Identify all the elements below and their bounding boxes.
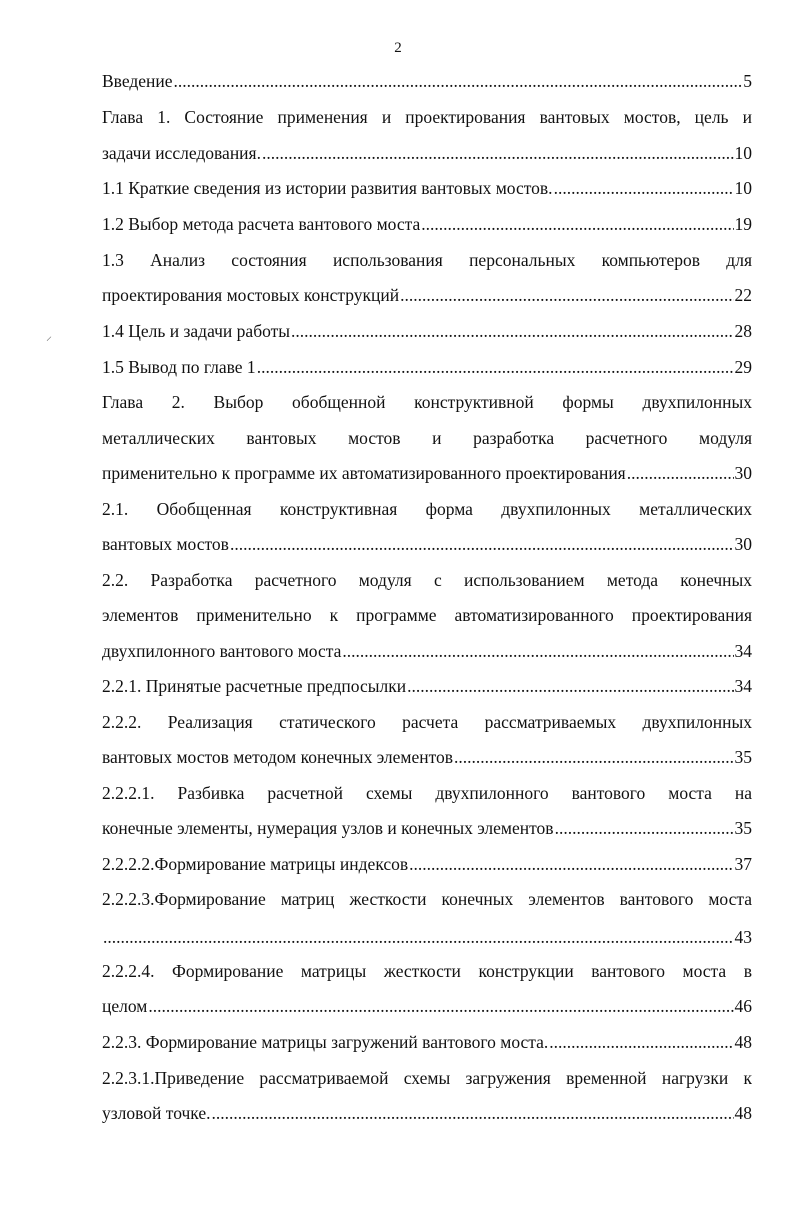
toc-entry-title: Введение [102, 71, 173, 91]
toc-entry-page: 30 [734, 463, 752, 483]
toc-entry-title: целом [102, 996, 148, 1016]
toc-entry-heading: Глава 2. Выбор обобщенной конструктивной формы двухпилонных [102, 392, 752, 412]
toc-entry [102, 851, 752, 877]
margin-mark: ⸝ [46, 329, 53, 343]
toc-entry-page: 34 [734, 676, 752, 696]
toc-entry-title: двухпилонного вантового моста [102, 641, 342, 661]
toc-entry-title: узловой точке. [102, 1103, 211, 1123]
toc-entry-heading: 2.2.2.3.Формирование матриц жесткости конечных элементов вантового моста [102, 889, 752, 909]
toc-entry-page: 35 [734, 747, 752, 767]
toc-entry [102, 531, 752, 557]
toc-entry-title: 2.2.2.2.Формирование матрицы индексов [102, 854, 409, 874]
toc-entry-heading: 1.3 Анализ состояния использования персональных компьютеров для [102, 250, 752, 270]
page-number: 2 [394, 40, 402, 56]
toc-entry-page: 48 [734, 1032, 752, 1052]
toc-entry-page: 35 [734, 818, 752, 838]
toc-entry [102, 354, 752, 380]
toc-entry-page: 5 [743, 71, 752, 91]
toc-entry [102, 744, 752, 770]
toc-entry [102, 282, 752, 308]
toc-entry-page: 10 [734, 143, 752, 163]
toc-entry [102, 1100, 752, 1126]
toc-entry-page: 46 [734, 996, 752, 1016]
toc-entry [102, 638, 752, 664]
toc-entry-title: 1.4 Цель и задачи работы [102, 321, 291, 341]
toc-entry [102, 815, 752, 841]
toc-entry-title: 2.2.3. Формирование матрицы загружений вантового моста. [102, 1032, 549, 1052]
toc-entry-page: 28 [734, 321, 752, 341]
toc-entry-page: 29 [734, 357, 752, 377]
toc-entry [102, 68, 752, 94]
toc-entry-heading: 2.2.3.1.Приведение рассматриваемой схемы загружения временной нагрузки к [102, 1068, 752, 1088]
toc-entry-title: 2.2.1. Принятые расчетные предпосылки [102, 676, 407, 696]
toc-entry-heading: 2.2.2.1. Разбивка расчетной схемы двухпилонного вантового моста на [102, 783, 752, 803]
toc-entry-title: вантовых мостов [102, 534, 229, 554]
toc-entry [102, 318, 752, 344]
toc-entry [102, 175, 752, 201]
toc-entry-heading: элементов применительно к программе автоматизированного проектирования [102, 605, 752, 625]
toc-entry-heading: 2.2.2. Реализация статического расчета рассматриваемых двухпилонных [102, 712, 752, 732]
toc-entry [102, 140, 752, 166]
toc-entry-heading: Глава 1. Состояние применения и проектирования вантовых мостов, цель и [102, 107, 752, 127]
toc-entry-title: 1.1 Краткие сведения из истории развития вантовых мостов. [102, 178, 553, 198]
toc-entry-page: 19 [734, 214, 752, 234]
toc-entry-title: проектирования мостовых конструкций [102, 285, 400, 305]
toc-entry-title: задачи исследования. [102, 143, 261, 163]
toc-entry-page: 48 [734, 1103, 752, 1123]
toc-entry-page: 10 [734, 178, 752, 198]
toc-entry-page: 22 [734, 285, 752, 305]
toc-entry-page: 37 [734, 854, 752, 874]
toc-entry-title: вантовых мостов методом конечных элементов [102, 747, 454, 767]
toc-entry [102, 993, 752, 1019]
toc-entry-heading: 2.2.2.4. Формирование матрицы жесткости конструкции вантового моста в [102, 961, 752, 981]
toc-entry [102, 211, 752, 237]
toc-entry-heading: металлических вантовых мостов и разработка расчетного модуля [102, 428, 752, 448]
toc-entry-heading: 2.1. Обобщенная конструктивная форма двухпилонных металлических [102, 499, 752, 519]
toc-entry [102, 1029, 752, 1055]
toc-entry-title: конечные элементы, нумерация узлов и конечных элементов [102, 818, 554, 838]
toc-entry [102, 673, 752, 699]
toc-entry-page: 34 [734, 641, 752, 661]
toc-entry-page: 30 [734, 534, 752, 554]
toc-entry-title: 1.2 Выбор метода расчета вантового моста [102, 214, 421, 234]
toc-entry-title: применительно к программе их автоматизированного проектирования [102, 463, 626, 483]
toc-entry-heading: 2.2. Разработка расчетного модуля с использованием метода конечных [102, 570, 752, 590]
toc-entry-page: 43 [734, 927, 752, 947]
toc-entry [102, 460, 752, 486]
toc-entry-title: 1.5 Вывод по главе 1 [102, 357, 256, 377]
toc-entry [102, 924, 752, 950]
